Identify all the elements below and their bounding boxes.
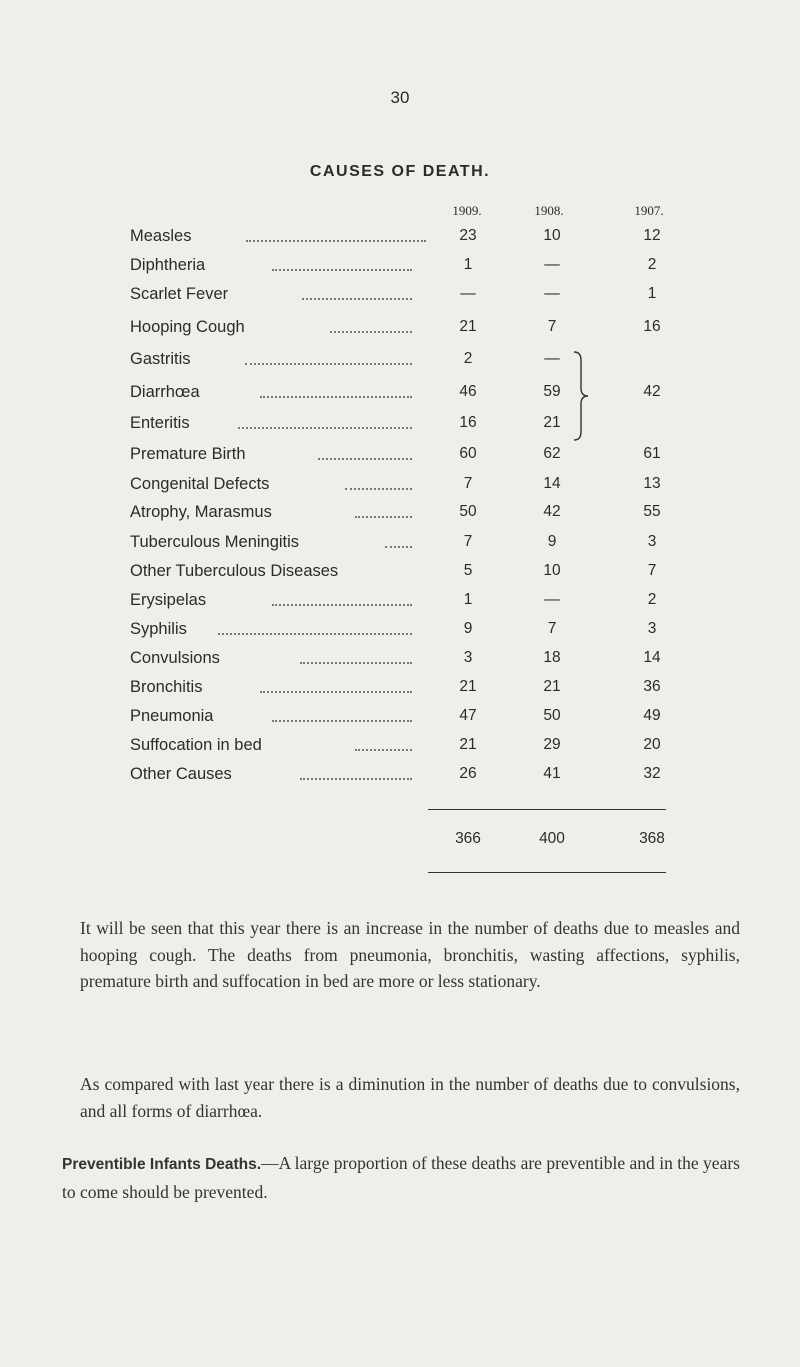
table-row xyxy=(0,736,800,762)
table-row xyxy=(0,227,800,253)
value-1908: 7 xyxy=(547,620,557,637)
cause-label: Scarlet Fever xyxy=(130,285,229,303)
value-1909: 5 xyxy=(463,562,473,579)
cause-label: Gastritis xyxy=(130,350,191,368)
value-1909: 50 xyxy=(459,503,477,520)
value-1907: 55 xyxy=(643,503,661,520)
value-1908: 10 xyxy=(543,227,561,244)
value-1907: 3 xyxy=(647,533,657,550)
value-1907: 32 xyxy=(643,765,661,782)
value-1907-grouped: 42 xyxy=(643,383,661,400)
value-1909: 47 xyxy=(459,707,477,724)
value-1908: 14 xyxy=(543,475,561,492)
value-1907: 1 xyxy=(647,285,657,302)
value-1908: 42 xyxy=(543,503,561,520)
value-1907: 13 xyxy=(643,475,661,492)
cause-label: Bronchitis xyxy=(130,678,203,696)
leader-dots xyxy=(300,662,412,664)
value-1909: 46 xyxy=(459,383,477,400)
cause-label: Convulsions xyxy=(130,649,220,667)
totals-row xyxy=(0,830,800,856)
total-1909: 366 xyxy=(455,830,481,847)
value-1907: 14 xyxy=(643,649,661,666)
table-row xyxy=(0,256,800,282)
value-1908: — xyxy=(544,591,560,608)
cause-label: Hooping Cough xyxy=(130,318,245,336)
leader-dots xyxy=(272,720,412,722)
table-row xyxy=(0,707,800,733)
value-1909: 60 xyxy=(459,445,477,462)
value-1909: 2 xyxy=(463,350,473,367)
leader-dots xyxy=(246,240,426,242)
leader-dots xyxy=(385,546,412,548)
value-1909: 7 xyxy=(463,533,473,550)
value-1908: — xyxy=(544,256,560,273)
leader-dots xyxy=(245,363,412,365)
leader-dots xyxy=(218,633,412,635)
value-1907: 7 xyxy=(647,562,657,579)
table-row xyxy=(0,533,800,559)
leader-dots xyxy=(355,516,412,518)
value-1908: 59 xyxy=(543,383,561,400)
value-1907: 2 xyxy=(647,591,657,608)
table-row xyxy=(0,503,800,529)
value-1908: — xyxy=(544,350,560,367)
value-1908: 10 xyxy=(543,562,561,579)
value-1907: 12 xyxy=(643,227,661,244)
leader-dots xyxy=(330,331,412,333)
value-1907: 36 xyxy=(643,678,661,695)
table-row xyxy=(0,620,800,646)
value-1907: 49 xyxy=(643,707,661,724)
leader-dots xyxy=(345,488,412,490)
year-header-1908: 1908. xyxy=(534,203,564,218)
cause-label: Enteritis xyxy=(130,414,190,432)
cause-label: Erysipelas xyxy=(130,591,207,609)
cause-label: Tuberculous Meningitis xyxy=(130,533,300,551)
value-1908: 50 xyxy=(543,707,561,724)
cause-label: Suffocation in bed xyxy=(130,736,262,754)
cause-label: Other Causes xyxy=(130,765,232,783)
table-row xyxy=(0,591,800,617)
value-1908: 21 xyxy=(543,678,561,695)
value-1909: 26 xyxy=(459,765,477,782)
value-1907: 61 xyxy=(643,445,661,462)
leader-dots xyxy=(300,778,412,780)
cause-label: Congenital Defects xyxy=(130,475,270,493)
cause-label: Syphilis xyxy=(130,620,187,638)
value-1909: 9 xyxy=(463,620,473,637)
page-title: CAUSES OF DEATH. xyxy=(309,163,491,180)
table-row xyxy=(0,475,800,501)
value-1908: 62 xyxy=(543,445,561,462)
table-row xyxy=(0,678,800,704)
cause-label: Diphtheria xyxy=(130,256,206,274)
table-row xyxy=(0,285,800,311)
value-1909: 3 xyxy=(463,649,473,666)
value-1907: 20 xyxy=(643,736,661,753)
leader-dots xyxy=(272,604,412,606)
totals-rule-bottom xyxy=(428,872,666,873)
value-1908: 7 xyxy=(547,318,557,335)
total-1907: 368 xyxy=(639,830,665,847)
value-1909: 21 xyxy=(459,678,477,695)
paragraph-increase: It will be seen that this year there is an increase in the number of deaths due to measles and hooping cough. The deaths from pneumonia, bronchitis, wasting affections, syphilis, premature birth and suffocation in bed are more or less stationary. xyxy=(80,918,740,991)
table-row xyxy=(0,649,800,675)
section-heading: Preventible Infants Deaths. xyxy=(62,1156,262,1173)
table-row xyxy=(0,414,800,440)
table-row xyxy=(0,765,800,791)
year-header-1909: 1909. xyxy=(452,203,482,218)
table-row xyxy=(0,562,800,588)
value-1907: 16 xyxy=(643,318,661,335)
value-1908: 41 xyxy=(543,765,561,782)
cause-label: Diarrhœa xyxy=(130,383,200,401)
cause-label: Measles xyxy=(130,227,192,245)
leader-dots xyxy=(318,458,412,460)
value-1909: — xyxy=(460,285,476,302)
leader-dots xyxy=(260,691,412,693)
grouping-brace xyxy=(572,350,594,442)
table-row xyxy=(0,350,800,376)
paragraph-diminution: As compared with last year there is a diminution in the number of deaths due to convulsions, and all forms of diarrhœa. xyxy=(80,1074,740,1121)
leader-dots xyxy=(272,269,412,271)
year-header-1907: 1907. xyxy=(634,203,664,218)
cause-label: Other Tuberculous Diseases xyxy=(130,562,339,580)
value-1908: 18 xyxy=(543,649,561,666)
value-1909: 21 xyxy=(459,318,477,335)
value-1909: 21 xyxy=(459,736,477,753)
value-1908: 29 xyxy=(543,736,561,753)
leader-dots xyxy=(302,298,412,300)
cause-label: Atrophy, Marasmus xyxy=(130,503,272,521)
paragraph-text: —A large proportion of these deaths are preventible and in the years to come should be prevented. xyxy=(62,1153,740,1202)
value-1908: 21 xyxy=(543,414,561,431)
page-number: 30 xyxy=(390,88,410,107)
value-1909: 1 xyxy=(463,591,473,608)
leader-dots xyxy=(260,396,412,398)
totals-rule-top xyxy=(428,809,666,810)
table-row xyxy=(0,445,800,471)
cause-label: Premature Birth xyxy=(130,445,246,463)
leader-dots xyxy=(355,749,412,751)
total-1908: 400 xyxy=(539,830,565,847)
value-1909: 1 xyxy=(463,256,473,273)
value-1907: 3 xyxy=(647,620,657,637)
table-row xyxy=(0,383,800,409)
value-1908: 9 xyxy=(547,533,557,550)
value-1908: — xyxy=(544,285,560,302)
value-1907: 2 xyxy=(647,256,657,273)
table-row xyxy=(0,318,800,344)
value-1909: 7 xyxy=(463,475,473,492)
cause-label: Pneumonia xyxy=(130,707,214,725)
value-1909: 16 xyxy=(459,414,477,431)
leader-dots xyxy=(238,427,412,429)
value-1909: 23 xyxy=(459,227,477,244)
paragraph-preventible xyxy=(62,1150,740,1205)
